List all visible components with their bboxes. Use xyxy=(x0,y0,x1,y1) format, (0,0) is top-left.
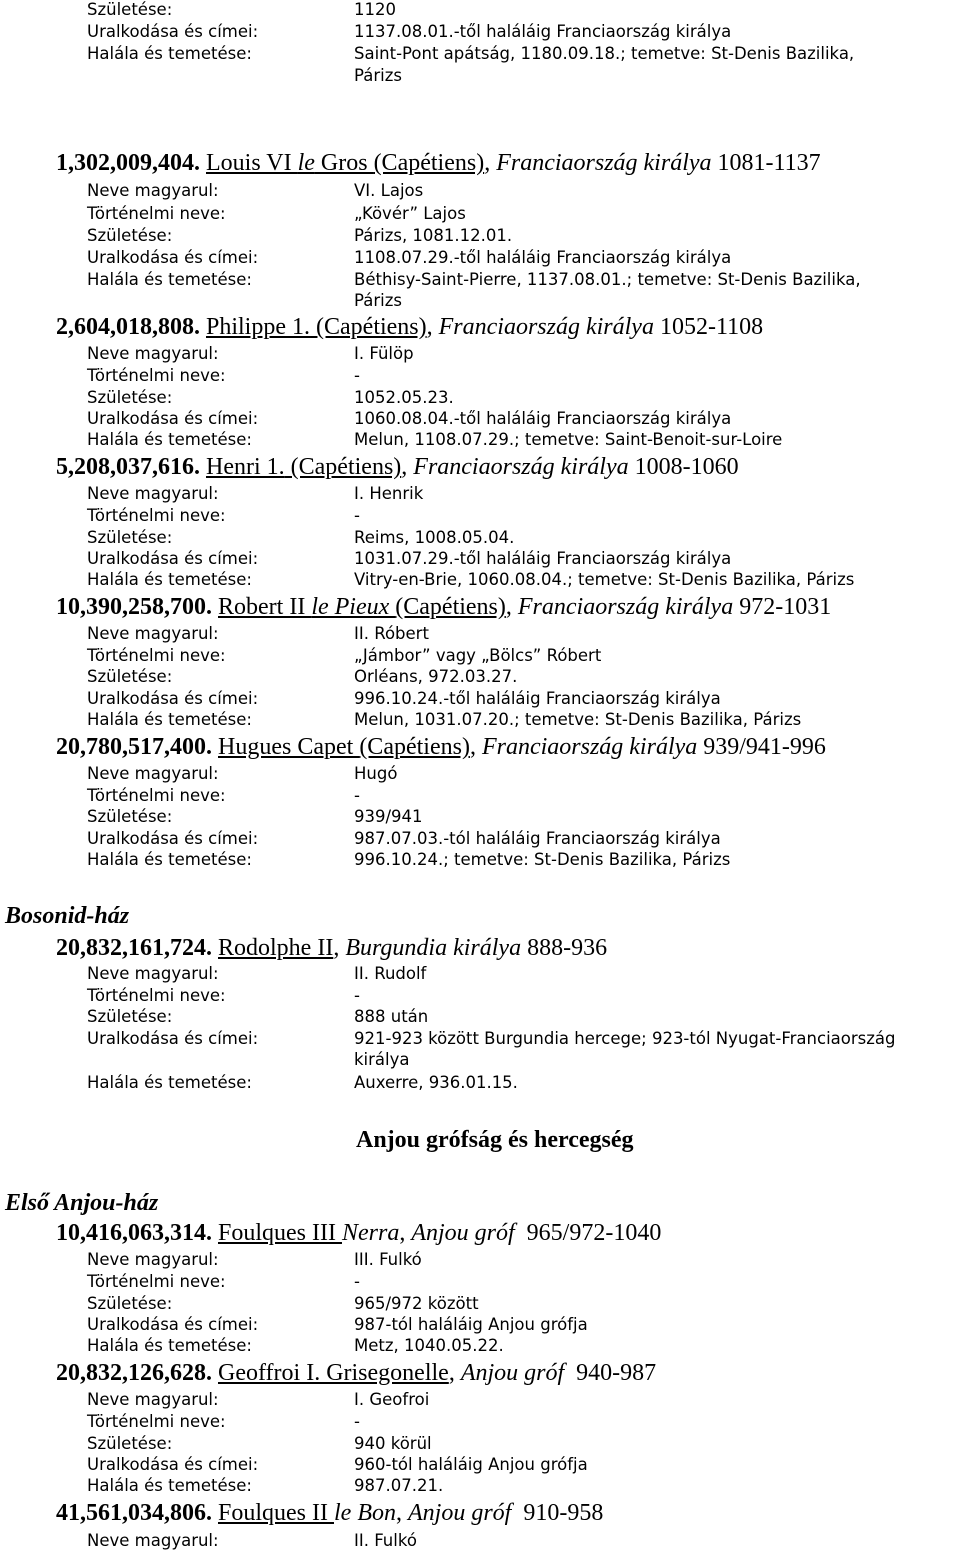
field-value: 940 körül xyxy=(354,1434,432,1453)
field-value: Melun, 1108.07.29.; temetve: Saint-Benoit-sur-Loire xyxy=(354,430,783,449)
person-heading xyxy=(56,453,739,481)
field-value: III. Fulkó xyxy=(354,1250,422,1269)
field-label: Uralkodása és címei: xyxy=(87,829,259,848)
field-label: Uralkodása és címei: xyxy=(87,248,259,267)
dynasty-link[interactable]: (Capétiens) xyxy=(395,594,506,620)
dynasty-link[interactable]: (Capétiens) xyxy=(373,150,485,176)
field-value: 921-923 között Burgundia hercege; 923-tól Nyugat-Franciaország xyxy=(354,1029,896,1048)
person-name[interactable] xyxy=(218,1500,334,1526)
person-name-part: Robert II xyxy=(218,594,312,620)
person-years: 1052-1108 xyxy=(653,314,764,340)
field-value: - xyxy=(354,366,360,385)
person-name-part: Foulques II xyxy=(218,1500,334,1526)
field-value: 987.07.03.-tól haláláig Franciaország királya xyxy=(354,829,721,848)
person-heading xyxy=(56,313,763,341)
field-value: I. Fülöp xyxy=(354,344,414,363)
house-title: Első Anjou-ház xyxy=(5,1190,159,1216)
person-name-part: Louis VI xyxy=(206,150,298,176)
person-number: 41,561,034,806. xyxy=(56,1500,212,1526)
person-years: 888-936 xyxy=(521,935,608,961)
field-value: Saint-Pont apátság, 1180.09.18.; temetve: St-Denis Bazilika, xyxy=(354,44,855,63)
person-title: Franciaország királya xyxy=(517,594,734,620)
person-heading xyxy=(56,1359,656,1387)
separator: , xyxy=(399,1220,412,1246)
field-label: Történelmi neve: xyxy=(87,366,226,385)
separator: , xyxy=(484,150,497,176)
field-label: Történelmi neve: xyxy=(87,646,226,665)
field-label: Történelmi neve: xyxy=(87,204,226,223)
field-label: Neve magyarul: xyxy=(87,484,219,503)
person-title: Franciaország királya xyxy=(438,314,654,340)
person-number: 20,832,126,628. xyxy=(56,1360,212,1386)
field-label: Születése: xyxy=(87,1007,173,1026)
field-value: Metz, 1040.05.22. xyxy=(354,1336,504,1355)
person-name[interactable] xyxy=(218,594,395,620)
field-label: Halála és temetése: xyxy=(87,850,252,869)
field-value: 1052.05.23. xyxy=(354,388,454,407)
field-value-continued: királya xyxy=(354,1050,410,1069)
field-value: 965/972 között xyxy=(354,1294,479,1313)
field-label: Születése: xyxy=(87,807,173,826)
field-value: 1031.07.29.-től haláláig Franciaország királya xyxy=(354,549,732,568)
separator: , xyxy=(448,1360,461,1386)
field-label: Uralkodása és címei: xyxy=(87,22,259,41)
field-label: Neve magyarul: xyxy=(87,1390,219,1409)
field-label: Születése: xyxy=(87,388,173,407)
person-years: 910-958 xyxy=(511,1500,604,1526)
person-number: 5,208,037,616. xyxy=(56,454,200,480)
field-label: Uralkodása és címei: xyxy=(87,1455,259,1474)
field-value: 1108.07.29.-től haláláig Franciaország királya xyxy=(354,248,732,267)
person-number: 20,832,161,724. xyxy=(56,935,212,961)
field-label: Születése: xyxy=(87,667,173,686)
field-value: II. Fulkó xyxy=(354,1531,417,1550)
person-title: Anjou gróf xyxy=(460,1360,565,1386)
field-label: Történelmi neve: xyxy=(87,506,226,525)
person-title: Anjou gróf xyxy=(407,1500,512,1526)
field-label: Neve magyarul: xyxy=(87,1250,219,1269)
field-label: Halála és temetése: xyxy=(87,710,252,729)
field-value: 996.10.24.-től haláláig Franciaország királya xyxy=(354,689,721,708)
field-label: Születése: xyxy=(87,226,173,245)
separator: , xyxy=(401,454,414,480)
person-number: 20,780,517,400. xyxy=(56,734,212,760)
field-label: Uralkodása és címei: xyxy=(87,1315,259,1334)
field-value: 888 után xyxy=(354,1007,429,1026)
person-title: Burgundia királya xyxy=(345,935,522,961)
person-heading xyxy=(56,593,831,621)
person-number: 10,416,063,314. xyxy=(56,1220,212,1246)
field-label: Halála és temetése: xyxy=(87,570,252,589)
person-name[interactable]: Henri 1. xyxy=(206,454,285,480)
field-value: 960-tól haláláig Anjou grófja xyxy=(354,1455,588,1474)
dynasty-link[interactable]: (Capétiens) xyxy=(310,314,427,340)
field-value: 987-tól haláláig Anjou grófja xyxy=(354,1315,588,1334)
field-value: Auxerre, 936.01.15. xyxy=(354,1073,518,1092)
person-heading xyxy=(56,934,607,962)
person-name[interactable]: Philippe 1. xyxy=(206,314,311,340)
separator: , xyxy=(426,314,439,340)
person-number: 10,390,258,700. xyxy=(56,594,212,620)
field-value: „Jámbor” vagy „Bölcs” Róbert xyxy=(354,646,602,665)
section-title: Anjou grófság és hercegség xyxy=(356,1127,634,1153)
person-name[interactable] xyxy=(218,1220,342,1246)
field-label: Halála és temetése: xyxy=(87,1336,252,1355)
person-years: 965/972-1040 xyxy=(514,1220,662,1246)
separator: , xyxy=(333,935,346,961)
field-value: 987.07.21. xyxy=(354,1476,444,1495)
field-value: 1137.08.01.-től haláláig Franciaország királya xyxy=(354,22,732,41)
person-title: Franciaország királya xyxy=(496,150,712,176)
field-label: Neve magyarul: xyxy=(87,764,219,783)
person-title: Anjou gróf xyxy=(411,1220,515,1246)
field-value: - xyxy=(354,786,360,805)
field-value: Párizs, 1081.12.01. xyxy=(354,226,513,245)
person-epithet: le xyxy=(297,150,315,176)
field-value: 996.10.24.; temetve: St-Denis Bazilika, Párizs xyxy=(354,850,731,869)
person-name[interactable]: Rodolphe II xyxy=(218,935,334,961)
field-label: Halála és temetése: xyxy=(87,1073,252,1092)
field-value: Hugó xyxy=(354,764,398,783)
field-value: - xyxy=(354,986,360,1005)
person-heading xyxy=(56,733,826,761)
field-value: 939/941 xyxy=(354,807,423,826)
field-value: - xyxy=(354,1272,360,1291)
field-label: Neve magyarul: xyxy=(87,1531,219,1550)
person-name[interactable]: Geoffroi I. Grisegonelle xyxy=(218,1360,449,1386)
field-label: Történelmi neve: xyxy=(87,1272,226,1291)
field-value: „Kövér” Lajos xyxy=(354,204,466,223)
person-name[interactable] xyxy=(206,150,374,176)
field-value: Orléans, 972.03.27. xyxy=(354,667,518,686)
field-label: Születése: xyxy=(87,1294,173,1313)
field-label: Halála és temetése: xyxy=(87,430,252,449)
field-label: Uralkodása és címei: xyxy=(87,689,259,708)
field-value: II. Rudolf xyxy=(354,964,427,983)
field-value: 1120 xyxy=(354,0,396,19)
person-title: Franciaország királya xyxy=(413,454,629,480)
field-value: Béthisy-Saint-Pierre, 1137.08.01.; temetve: St-Denis Bazilika, xyxy=(354,270,861,289)
field-value: Melun, 1031.07.20.; temetve: St-Denis Bazilika, Párizs xyxy=(354,710,802,729)
field-label: Születése: xyxy=(87,1434,173,1453)
field-value: Vitry-en-Brie, 1060.08.04.; temetve: St-Denis Bazilika, Párizs xyxy=(354,570,855,589)
separator: , xyxy=(469,734,482,760)
person-number: 1,302,009,404. xyxy=(56,150,200,176)
person-heading xyxy=(56,1499,603,1527)
person-name-part: Foulques III xyxy=(218,1220,342,1246)
field-value: VI. Lajos xyxy=(354,181,424,200)
field-value: II. Róbert xyxy=(354,624,429,643)
dynasty-link[interactable]: (Capétiens) xyxy=(359,734,470,760)
person-number: 2,604,018,808. xyxy=(56,314,200,340)
person-name-part: Gros xyxy=(314,150,374,176)
person-years: 972-1031 xyxy=(733,594,832,620)
separator: , xyxy=(395,1500,408,1526)
field-label: Születése: xyxy=(87,0,173,19)
dynasty-link[interactable]: (Capétiens) xyxy=(284,454,402,480)
person-years: 1081-1137 xyxy=(711,150,821,176)
field-label: Neve magyarul: xyxy=(87,181,219,200)
field-label: Uralkodása és címei: xyxy=(87,1029,259,1048)
person-years: 1008-1060 xyxy=(628,454,739,480)
field-label: Halála és temetése: xyxy=(87,44,252,63)
person-years: 940-987 xyxy=(564,1360,657,1386)
field-label: Neve magyarul: xyxy=(87,344,219,363)
person-epithet: Nerra xyxy=(341,1220,400,1246)
person-name[interactable]: Hugues Capet xyxy=(218,734,360,760)
field-value-continued: Párizs xyxy=(354,291,402,310)
field-label: Halála és temetése: xyxy=(87,1476,252,1495)
field-label: Halála és temetése: xyxy=(87,270,252,289)
person-title: Franciaország királya xyxy=(481,734,698,760)
house-title: Bosonid-ház xyxy=(5,903,130,929)
field-label: Történelmi neve: xyxy=(87,986,226,1005)
field-label: Uralkodása és címei: xyxy=(87,549,259,568)
field-value: 1060.08.04.-től haláláig Franciaország királya xyxy=(354,409,732,428)
field-value: I. Henrik xyxy=(354,484,424,503)
person-epithet: le Bon xyxy=(334,1500,396,1526)
field-value: - xyxy=(354,1412,360,1431)
field-label: Történelmi neve: xyxy=(87,1412,226,1431)
separator: , xyxy=(505,594,518,620)
field-value: - xyxy=(354,506,360,525)
field-label: Történelmi neve: xyxy=(87,786,226,805)
field-label: Neve magyarul: xyxy=(87,964,219,983)
field-label: Neve magyarul: xyxy=(87,624,219,643)
field-value-continued: Párizs xyxy=(354,66,402,85)
field-label: Uralkodása és címei: xyxy=(87,409,259,428)
field-value: I. Geofroi xyxy=(354,1390,430,1409)
person-heading xyxy=(56,1219,661,1247)
person-heading xyxy=(56,149,821,177)
person-years: 939/941-996 xyxy=(697,734,826,760)
field-label: Születése: xyxy=(87,528,173,547)
person-epithet: le Pieux xyxy=(311,594,396,620)
field-value: Reims, 1008.05.04. xyxy=(354,528,515,547)
